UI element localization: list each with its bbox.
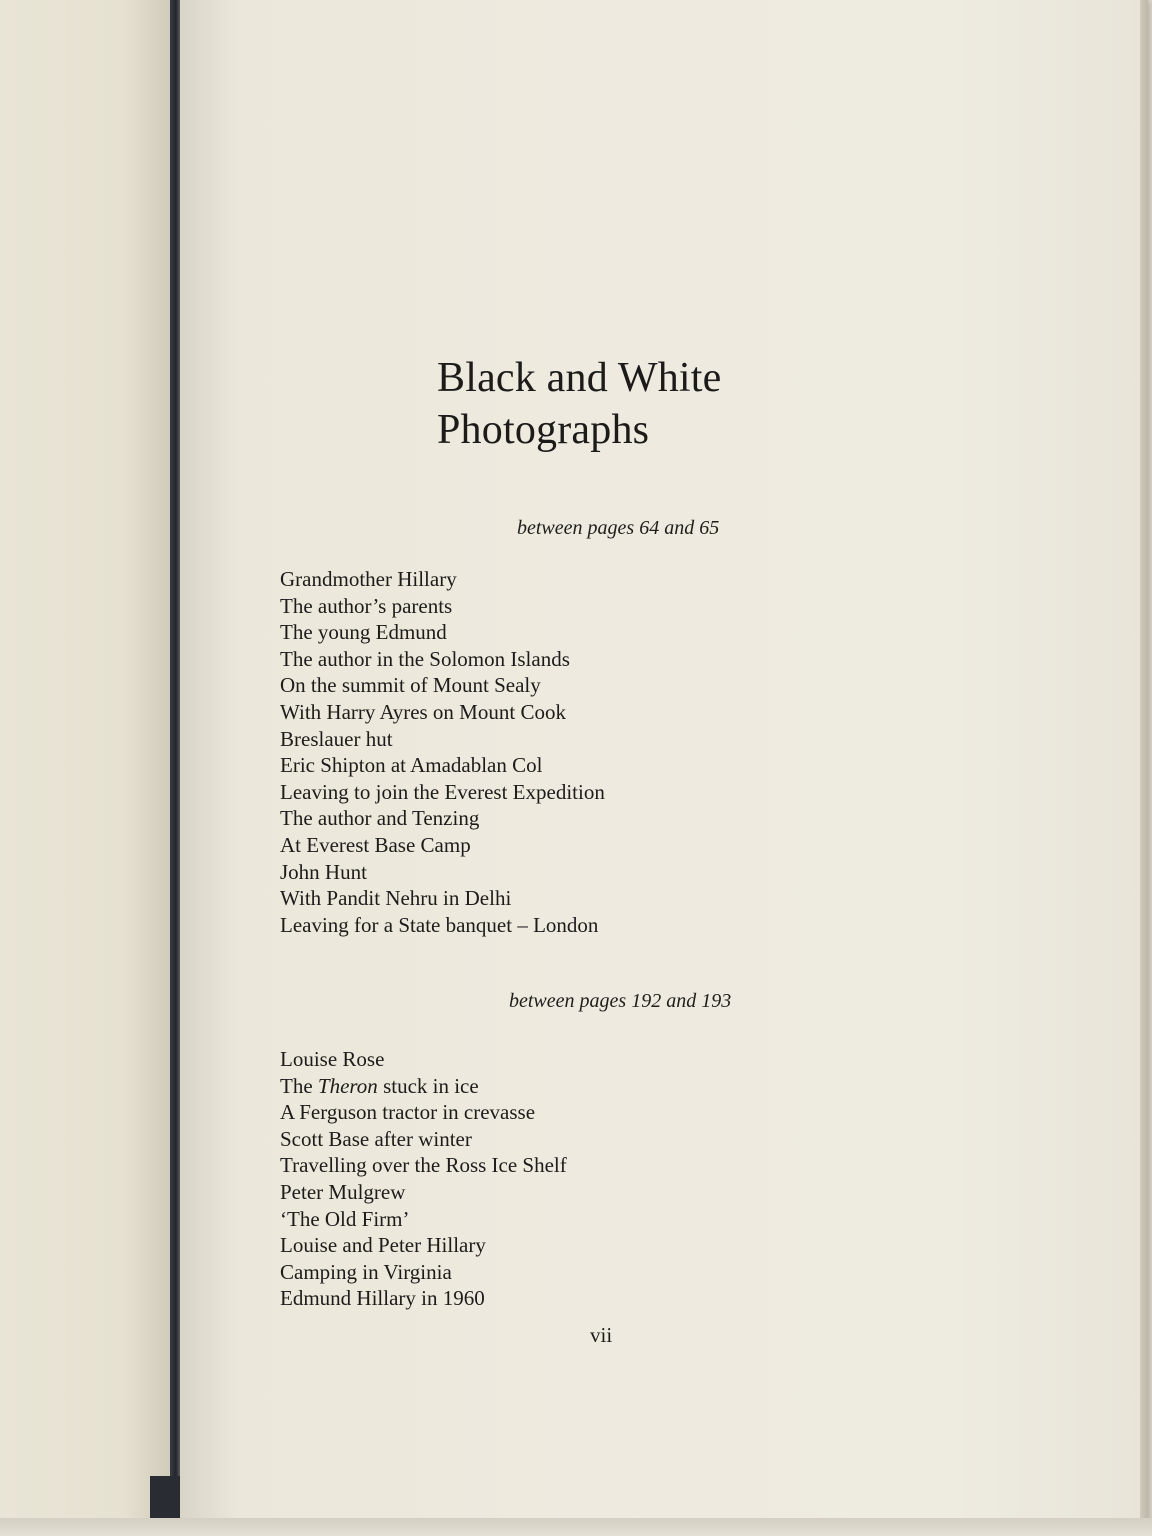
list-item: Scott Base after winter xyxy=(280,1126,472,1151)
list-item: A Ferguson tractor in crevasse xyxy=(280,1100,536,1125)
item-text-suffix: stuck in ice xyxy=(377,1073,479,1098)
page-number: vii xyxy=(590,1323,613,1347)
list-item: John Hunt xyxy=(280,859,367,884)
list-item: Peter Mulgrew xyxy=(280,1179,406,1204)
title-line-1: Black and White xyxy=(437,355,722,401)
list-item-theron xyxy=(280,1073,567,1100)
list-item: The author’s parents xyxy=(280,593,453,618)
list-item: On the summit of Mount Sealy xyxy=(280,673,541,698)
photo-list-2 xyxy=(280,1046,567,1312)
list-item: Louise and Peter Hillary xyxy=(280,1233,486,1258)
list-item: Camping in Virginia xyxy=(280,1259,452,1284)
list-item: Leaving for a State banquet – London xyxy=(280,912,599,937)
list-item: The author and Tenzing xyxy=(280,806,480,831)
list-item: Grandmother Hillary xyxy=(280,567,457,591)
list-item: Eric Shipton at Amadablan Col xyxy=(280,753,543,778)
photo-list-1 xyxy=(280,566,605,938)
page-title xyxy=(437,352,721,456)
list-item: With Pandit Nehru in Delhi xyxy=(280,886,512,911)
list-item: Edmund Hillary in 1960 xyxy=(280,1286,485,1311)
book-cover-edge xyxy=(170,0,180,1536)
list-item: With Harry Ayres on Mount Cook xyxy=(280,699,566,724)
title-line-2: Photographs xyxy=(437,407,650,453)
page-edge xyxy=(1140,0,1148,1536)
list-item: ‘The Old Firm’ xyxy=(280,1206,410,1231)
list-item: At Everest Base Camp xyxy=(280,832,471,857)
section-heading-2: between pages 192 and 193 xyxy=(509,990,732,1012)
list-item: Leaving to join the Everest Expedition xyxy=(280,779,605,804)
section-heading-1: between pages 64 and 65 xyxy=(517,517,720,539)
previous-page xyxy=(0,0,175,1536)
list-item: Travelling over the Ross Ice Shelf xyxy=(280,1153,567,1178)
item-text-prefix: The xyxy=(280,1073,318,1098)
list-item: The author in the Solomon Islands xyxy=(280,646,570,671)
table-surface xyxy=(0,1518,1152,1536)
list-item: Breslauer hut xyxy=(280,726,393,751)
list-item: The young Edmund xyxy=(280,620,447,645)
list-item: Louise Rose xyxy=(280,1047,385,1071)
ship-name: Theron xyxy=(317,1073,378,1098)
